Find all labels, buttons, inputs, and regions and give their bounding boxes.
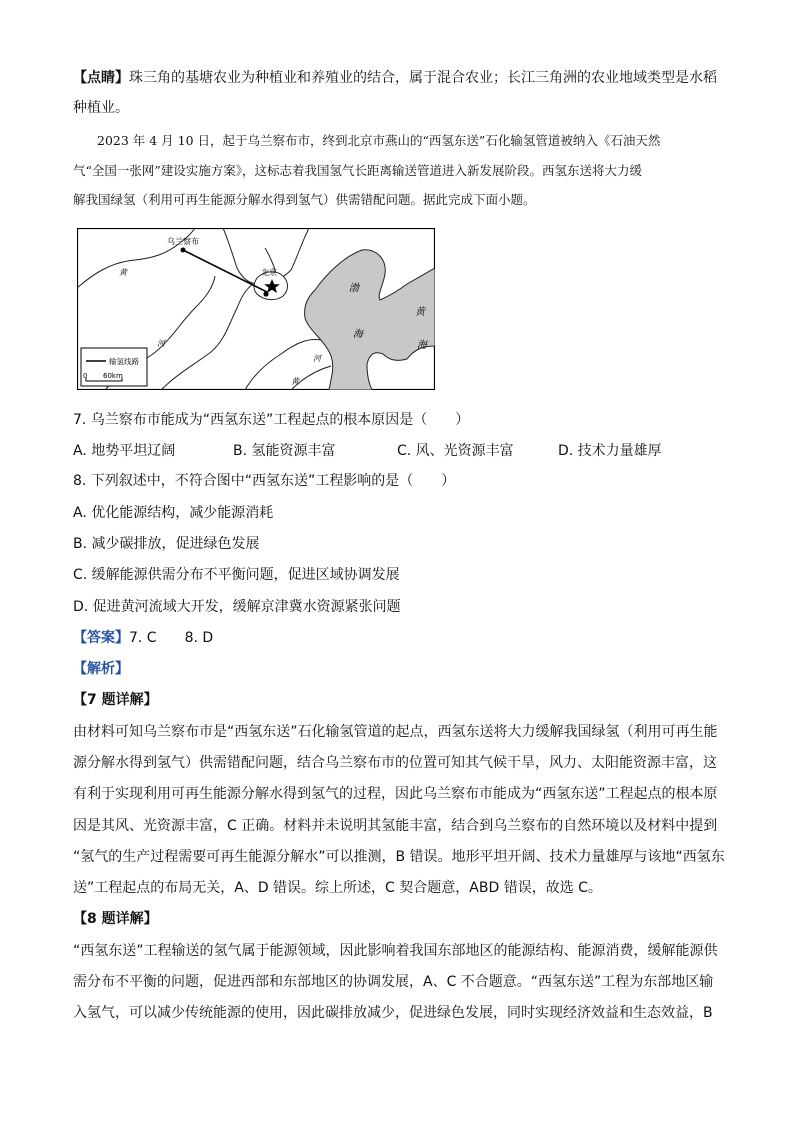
label-beijing: 北京 — [261, 268, 277, 277]
label-bohai-1: 渤 — [349, 283, 359, 294]
detail7-line: 有利于实现利用可再生能源分解水得到氢气的过程，因此乌兰察布市能成为“西氢东送”工程起点的根本原 — [73, 786, 718, 802]
detail7-line: 因是其风、光资源丰富，C 正确。材料并未说明其氢能丰富，结合到乌兰察布的自然环境以及材料中提到 — [73, 818, 718, 834]
material-line-3: 解我国绿氢（利用可再生能源分解水得到氢气）供需错配问题。据此完成下面小题。 — [73, 192, 536, 207]
q8-option-b: B. 减少碳排放，促进绿色发展 — [73, 536, 260, 552]
label-bohai-2: 海 — [353, 329, 363, 340]
answer-line — [73, 628, 213, 648]
q8-stem: 8. 下列叙述中，不符合图中“西氢东送”工程影响的是（ ） — [73, 473, 456, 489]
dianjing-label: 【点睛】 — [73, 70, 129, 86]
ulanqab-point — [181, 248, 186, 253]
label-river-2: 河 — [157, 339, 165, 348]
label-huanghai-2: 海 — [417, 340, 427, 351]
detail8-line: “西氢东送”工程输送的氢气属于能源领域，因此影响着我国东部地区的能源结构、能源消费，缓解能源供 — [73, 943, 718, 959]
label-river-1: 黄 — [119, 268, 127, 277]
q7-option-c: C. 风、光资源丰富 — [397, 443, 514, 459]
q8-option-d: D. 促进黄河流域大开发，缓解京津冀水资源紧张问题 — [73, 599, 401, 615]
material-line-2: 气“全国一张网”建设实施方案》，这标志着我国氢气长距离输送管道进入新发展阶段。西氢东送将大力缓 — [73, 163, 643, 178]
dianjing-line-1 — [73, 68, 717, 88]
scale-zero: 0 — [83, 372, 88, 380]
q7-stem: 7. 乌兰察布市能成为“西氢东送”工程起点的根本原因是（ ） — [73, 412, 470, 428]
label-river-3: 河 — [313, 354, 321, 363]
dianjing-text-1: 珠三角的基塘农业为种植业和养殖业的结合，属于混合农业；长江三角洲的农业地域类型是水稻 — [129, 70, 717, 86]
detail7-line: 源分解水得到氢气）供需错配问题，结合乌兰察布市的位置可知其气候干旱，风力、太阳能资源丰富，这 — [73, 755, 717, 771]
detail7-line: 送”工程起点的布局无关，A、D 错误。综上所述，C 契合题意，ABD 错误，故选 C。 — [73, 880, 602, 896]
q7-option-d: D. 技术力量雄厚 — [558, 443, 662, 459]
label-river-4: 黄 — [291, 377, 299, 386]
detail7-line: “氢气的生产过程需要可再生能源分解水”可以推测，B 错误。地形平坦开阔、技术力量雄厚与该地“西氢东 — [73, 849, 725, 865]
label-huanghai-1: 黄 — [415, 307, 425, 318]
label-ulanqab: 乌兰察布 — [167, 237, 199, 246]
detail7-label: 【7 题详解】 — [73, 692, 158, 708]
q7-option-a: A. 地势平坦辽阔 — [73, 443, 176, 459]
scale-value: 60km — [103, 372, 123, 380]
map-legend — [81, 348, 147, 386]
answer-label: 【答案】 — [73, 630, 129, 646]
material-line-1: 2023 年 4 月 10 日，起于乌兰察布市，终到北京市燕山的“西氢东送”石化输氢管道被纳入《石油天然 — [97, 133, 661, 148]
q8-option-a: A. 优化能源结构，减少能源消耗 — [73, 505, 274, 521]
q8-option-c: C. 缓解能源供需分布不平衡问题，促进区域协调发展 — [73, 567, 400, 583]
analysis-label: 【解析】 — [73, 661, 129, 677]
detail8-label: 【8 题详解】 — [73, 911, 158, 927]
pipeline-map — [77, 228, 435, 390]
q7-option-b: B. 氢能资源丰富 — [233, 443, 336, 459]
detail8-line: 需分布不平衡的问题，促进西部和东部地区的协调发展，A、C 不合题意。“西氢东送”工程为东部地区输 — [73, 974, 714, 990]
detail7-line: 由材料可知乌兰察布市是“西氢东送”石化输氢管道的起点，西氢东送将大力缓解我国绿氢（利用可再生能 — [73, 724, 718, 740]
answer-value: 7. C 8. D — [129, 630, 214, 646]
legend-label: 输氢线路 — [109, 357, 139, 366]
detail8-line: 入氢气，可以减少传统能源的使用，因此碳排放减少，促进绿色发展，同时实现经济效益和生态效益，B — [73, 1005, 713, 1021]
dianjing-line-2: 种植业。 — [73, 100, 129, 116]
